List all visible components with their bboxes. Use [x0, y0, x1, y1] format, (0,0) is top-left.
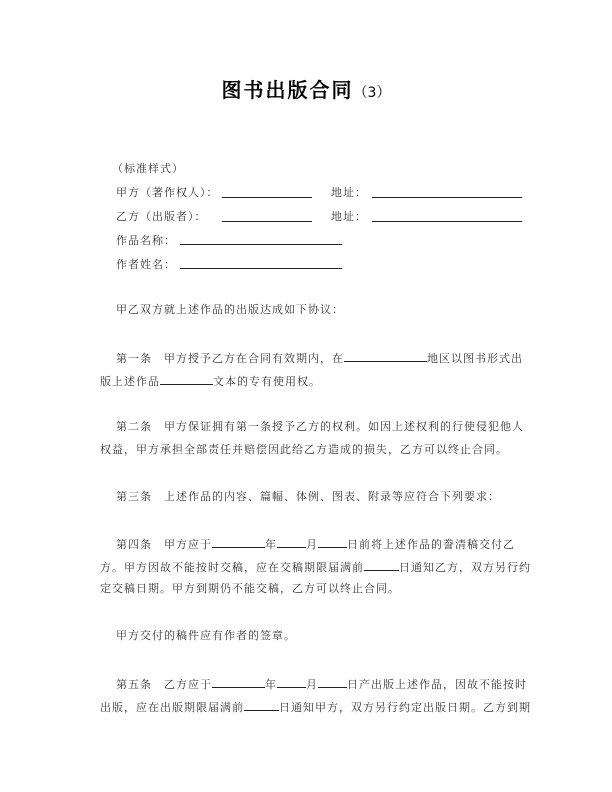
intro-text: 甲乙双方就上述作品的出版达成如下协议： — [116, 303, 344, 316]
language-blank[interactable] — [160, 373, 213, 385]
party-a-field[interactable] — [222, 197, 312, 198]
text: 月 — [306, 678, 318, 691]
title-suffix: （3） — [353, 85, 391, 101]
text: 出版，应在出版期限届满前 — [100, 701, 244, 714]
text: 地区以图书形式出 — [427, 352, 523, 365]
notice-days-blank[interactable] — [364, 559, 399, 571]
text: 方。甲方因故不能按时交稿，应在交稿期限届满前 — [100, 561, 364, 574]
text: 日通知乙方，双方另行约 — [399, 561, 531, 574]
text: 版上述作品 — [100, 375, 160, 388]
text: 第四条 甲方应于 — [116, 538, 212, 551]
article-5-line-2 — [100, 699, 531, 715]
article-3-line-1: 第三条 上述作品的内容、篇幅、体例、图表、附录等应符合下列要求： — [116, 490, 500, 503]
article-2-line-2: 权益，甲方承担全部责任并赔偿因此给乙方造成的损失，乙方可以终止合同。 — [100, 443, 508, 456]
day-blank[interactable] — [318, 676, 347, 688]
author-name-field[interactable] — [180, 268, 342, 269]
article-1-line-2 — [100, 373, 321, 389]
text: 月 — [306, 538, 318, 551]
party-b-label: 乙方（出版者）： — [116, 210, 207, 223]
year-blank[interactable] — [212, 536, 265, 548]
party-b-address-label: 地址： — [331, 210, 367, 223]
text: 年 — [265, 678, 277, 691]
notice-days-blank[interactable] — [244, 699, 279, 711]
style-note: （标准样式） — [112, 162, 184, 175]
article-4-line-1 — [116, 536, 515, 552]
text: 文本的专有使用权。 — [213, 375, 321, 388]
party-b-field[interactable] — [222, 221, 312, 222]
text: 第一条 甲方授予乙方在合同有效期内，在 — [116, 352, 344, 365]
party-a-label: 甲方（著作权人）： — [116, 186, 219, 199]
text: 日前将上述作品的誊清稿交付乙 — [347, 538, 515, 551]
day-blank[interactable] — [318, 536, 347, 548]
text: 年 — [265, 538, 277, 551]
month-blank[interactable] — [277, 536, 306, 548]
text: 日通知甲方，双方另行约定出版日期。乙方到期 — [279, 701, 531, 714]
document-title — [0, 74, 612, 103]
region-blank[interactable] — [344, 350, 427, 362]
author-name-label: 作者姓名： — [116, 258, 176, 271]
year-blank[interactable] — [212, 676, 265, 688]
month-blank[interactable] — [277, 676, 306, 688]
title-main: 图书出版合同 — [221, 78, 354, 102]
party-b-address-field[interactable] — [372, 221, 522, 222]
article-5-line-1 — [116, 676, 527, 692]
text: 日产出版上述作品，因故不能按时 — [347, 678, 527, 691]
party-a-address-label: 地址： — [331, 186, 367, 199]
work-title-field[interactable] — [180, 244, 342, 245]
article-2-line-1: 第二条 甲方保证拥有第一条授予乙方的权利。如因上述权利的行使侵犯他人 — [116, 420, 524, 433]
article-4-line-2 — [100, 559, 531, 575]
signature-note: 甲方交付的稿件应有作者的签章。 — [116, 629, 296, 642]
work-title-label: 作品名称： — [116, 234, 176, 247]
article-1-line-1 — [116, 350, 523, 366]
article-4-line-3: 定交稿日期。甲方到期仍不能交稿，乙方可以终止合同。 — [100, 582, 400, 595]
text: 第五条 乙方应于 — [116, 678, 212, 691]
party-a-address-field[interactable] — [372, 197, 522, 198]
